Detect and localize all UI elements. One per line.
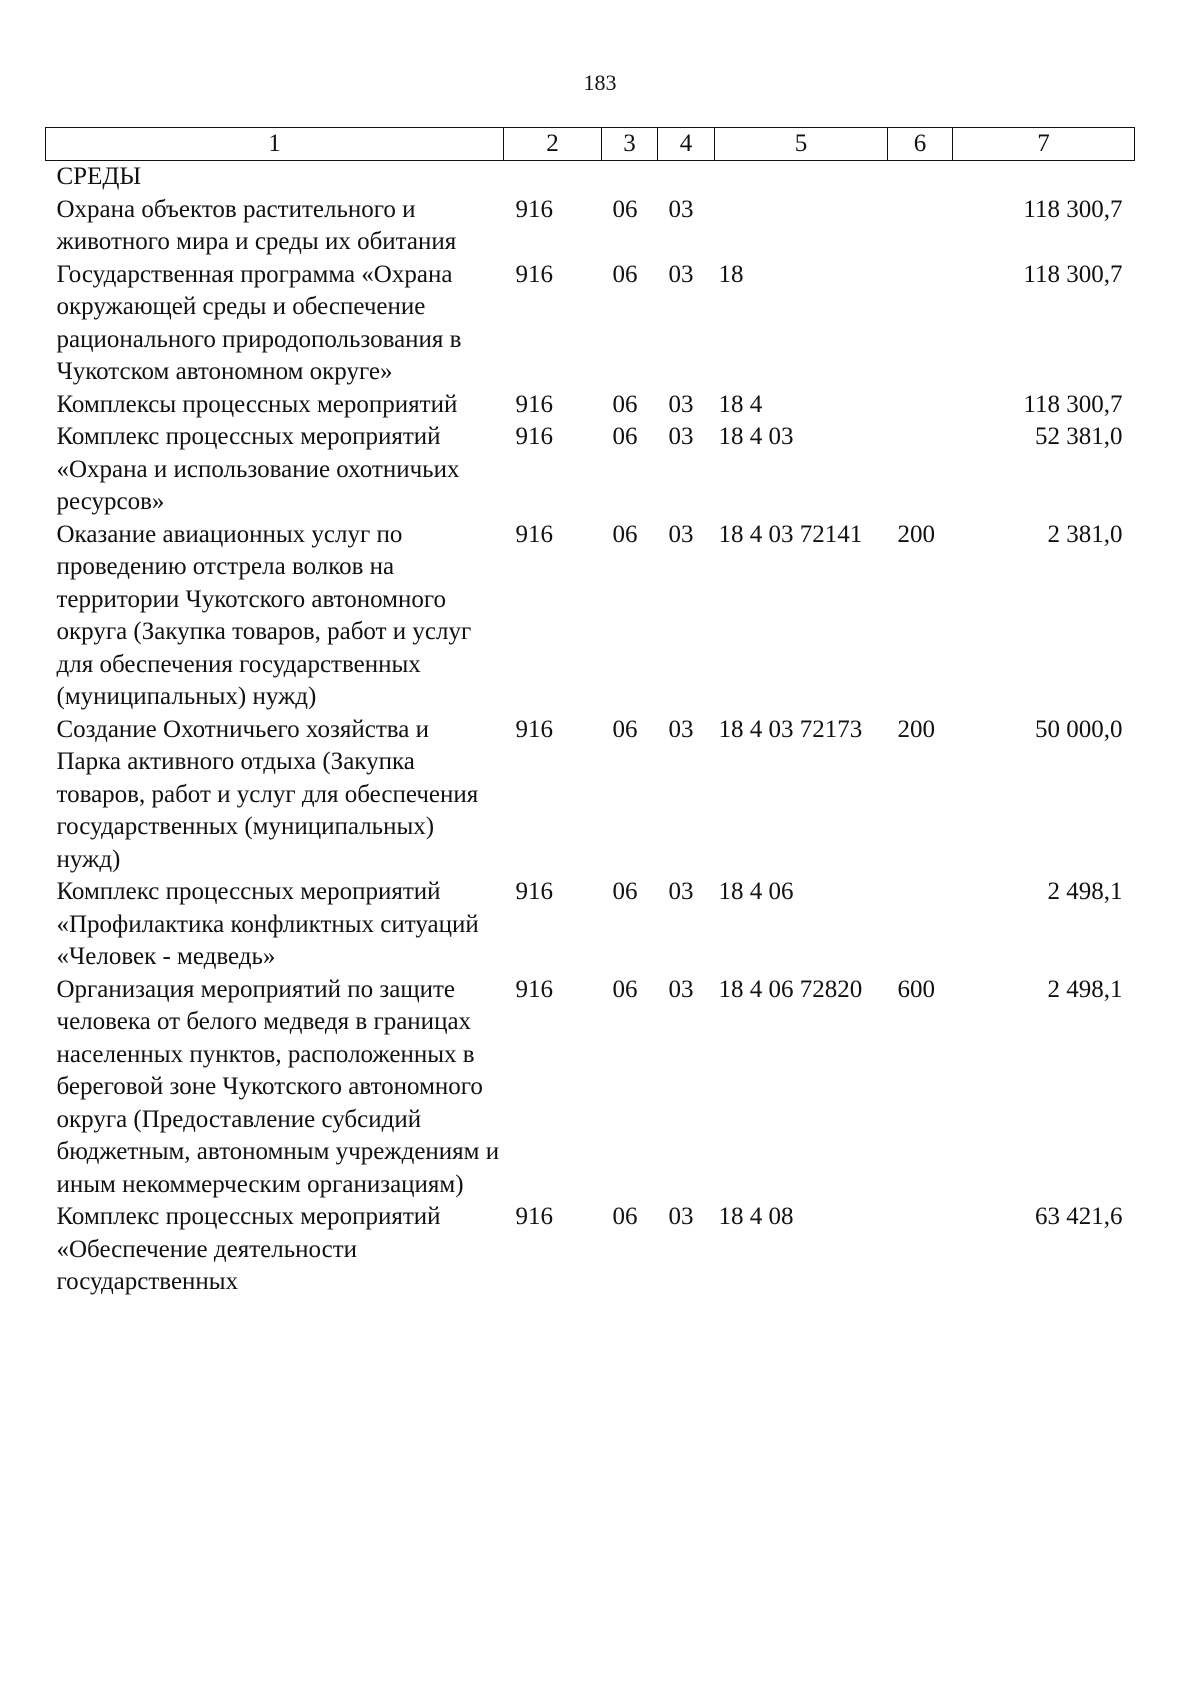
row-grbs-cell: 916: [515, 260, 553, 288]
row-amount-cell: 118 300,7: [1023, 390, 1123, 418]
column-header-4: 4: [658, 128, 715, 161]
table-row: [46, 389, 1135, 422]
row-subsection-cell: 03: [668, 1203, 694, 1230]
row-name-cell: Государственная программа «Охрана окружающей среды и обеспечение рационального природопользования в Чукотском автономном округе»: [56, 260, 462, 385]
row-name-cell: Комплекс процессных мероприятий «Профилактика конфликтных ситуаций «Человек - медведь»: [56, 878, 479, 970]
row-grbs-cell: 916: [515, 423, 553, 450]
table-row: [46, 974, 1135, 1202]
row-expense-type-cell: [888, 389, 953, 422]
column-header-1: 1: [46, 128, 504, 161]
row-amount-cell: 118 300,7: [1023, 195, 1123, 223]
row-grbs-cell: 916: [515, 1203, 553, 1230]
row-expense-type-cell: [888, 421, 953, 519]
row-section-cell: 06: [612, 423, 638, 450]
row-name-cell: Организация мероприятий по защите человека от белого медведя в границах населенных пунктов, расположенных в береговой зоне Чукотского автономного округа (Предоставление субсидий бюджетным, автономным учреждениям и иным некоммерческим организациям): [56, 975, 500, 1198]
row-section-cell: 06: [612, 260, 638, 288]
row-subsection-cell: 03: [668, 975, 694, 1003]
row-target-article-cell: 18 4 06 72820: [718, 975, 863, 1003]
column-header-5: 5: [715, 128, 888, 161]
table-header-row: [46, 128, 1135, 161]
column-header-2: 2: [504, 128, 602, 161]
table-row: [46, 259, 1135, 389]
row-name-cell: Комплексы процессных мероприятий: [56, 390, 458, 418]
row-subsection-cell: 03: [668, 715, 694, 743]
row-expense-type-cell: [888, 1201, 953, 1299]
row-name-cell: Комплекс процессных мероприятий «Охрана и использование охотничьих ресурсов»: [56, 423, 460, 515]
row-target-article-cell: [715, 161, 888, 194]
row-target-article-cell: 18 4 08: [718, 1203, 794, 1230]
table-row: [46, 876, 1135, 974]
row-target-article-cell: 18 4 03 72173: [718, 715, 863, 743]
row-target-article-cell: 18 4: [718, 390, 763, 418]
row-expense-type-cell: 600: [897, 975, 935, 1003]
row-subsection-cell: 03: [668, 878, 694, 905]
row-section-cell: 06: [612, 520, 638, 548]
row-expense-type-cell: [888, 194, 953, 259]
budget-table: [45, 127, 1135, 1299]
row-target-article-cell: 18: [718, 260, 744, 288]
row-subsection-cell: [658, 161, 715, 194]
row-subsection-cell: 03: [668, 390, 694, 418]
row-subsection-cell: 03: [668, 195, 694, 223]
row-subsection-cell: 03: [668, 260, 694, 288]
row-subsection-cell: 03: [668, 520, 694, 548]
row-amount-cell: 118 300,7: [1023, 260, 1123, 288]
page-number: 183: [583, 70, 617, 95]
row-section-cell: 06: [612, 975, 638, 1003]
table-row: [46, 161, 1135, 194]
row-expense-type-cell: 200: [897, 715, 935, 743]
row-name-cell: Создание Охотничьего хозяйства и Парка активного отдыха (Закупка товаров, работ и услуг для обеспечения государственных (муниципальных) нужд): [56, 715, 479, 873]
row-section-cell: 06: [612, 390, 638, 418]
row-grbs-cell: 916: [515, 878, 553, 905]
row-expense-type-cell: [888, 876, 953, 974]
row-target-article-cell: 18 4 03 72141: [718, 520, 863, 548]
row-name-cell: Оказание авиационных услуг по проведению отстрела волков на территории Чукотского автономного округа (Закупка товаров, работ и услуг для обеспечения государственных (муниципальных) нужд): [56, 520, 472, 710]
row-amount-cell: 2 498,1: [1047, 878, 1123, 905]
row-amount-cell: 63 421,6: [1035, 1203, 1123, 1230]
row-target-article-cell: 18 4 03: [718, 423, 794, 450]
table-row: [46, 714, 1135, 877]
row-section-cell: 06: [612, 195, 638, 223]
row-section-cell: 06: [612, 715, 638, 743]
row-target-article-cell: 18 4 06: [718, 878, 794, 905]
row-amount-cell: 2 498,1: [1047, 975, 1123, 1003]
row-section-cell: [602, 161, 658, 194]
row-name-cell: Комплекс процессных мероприятий «Обеспечение деятельности государственных: [56, 1203, 441, 1295]
row-expense-type-cell: 200: [897, 520, 935, 548]
row-name-cell: СРЕДЫ: [56, 163, 142, 190]
table-row: [46, 1201, 1135, 1299]
column-header-6: 6: [888, 128, 953, 161]
row-target-article-cell: [715, 194, 888, 259]
row-grbs-cell: 916: [515, 520, 553, 548]
row-subsection-cell: 03: [668, 423, 694, 450]
table-header: [46, 128, 1135, 161]
row-grbs-cell: 916: [515, 975, 553, 1003]
row-grbs-cell: 916: [515, 715, 553, 743]
row-expense-type-cell: [888, 259, 953, 389]
row-section-cell: 06: [612, 1203, 638, 1230]
row-amount-cell: 52 381,0: [1035, 423, 1123, 450]
table-row: [46, 421, 1135, 519]
column-header-3: 3: [602, 128, 658, 161]
row-amount-cell: 2 381,0: [1047, 520, 1123, 548]
row-grbs-cell: [504, 161, 602, 194]
row-expense-type-cell: [888, 161, 953, 194]
table-row: [46, 194, 1135, 259]
row-section-cell: 06: [612, 878, 638, 905]
row-amount-cell: [953, 161, 1135, 194]
column-header-7: 7: [953, 128, 1135, 161]
table-row: [46, 519, 1135, 714]
table-body: [46, 161, 1135, 1299]
row-amount-cell: 50 000,0: [1035, 715, 1123, 743]
row-name-cell: Охрана объектов растительного и животного мира и среды их обитания: [56, 195, 457, 255]
row-grbs-cell: 916: [515, 390, 553, 418]
row-grbs-cell: 916: [515, 195, 553, 223]
